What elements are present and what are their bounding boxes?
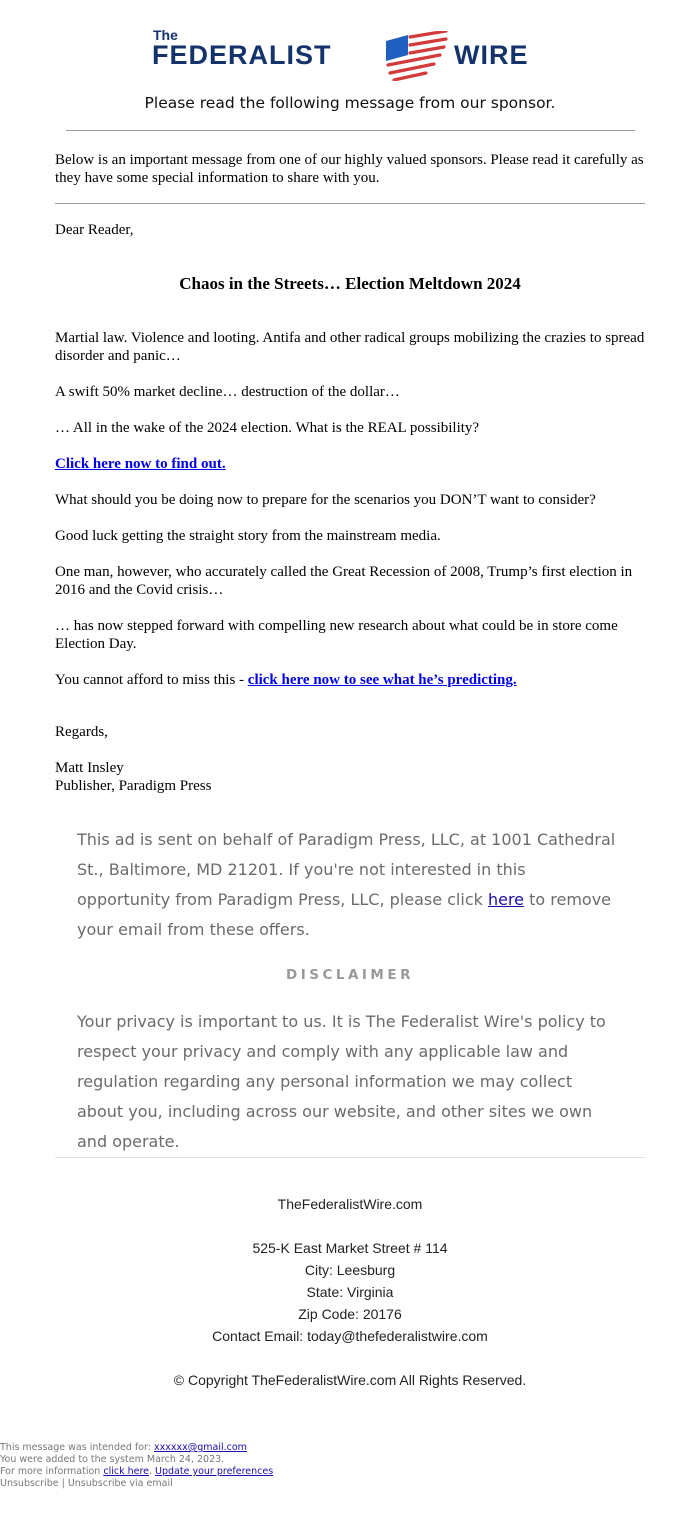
intended-label: This message was intended for: [0, 1442, 154, 1453]
divider [66, 130, 635, 131]
recipient-email-link[interactable]: xxxxxx@gmail.com [154, 1442, 247, 1453]
added-date: You were added to the system March 24, 2023. [0, 1454, 225, 1465]
divider [55, 1157, 645, 1158]
cta-paragraph [55, 671, 645, 689]
footer-address: 525-K East Market Street # 114 [252, 1240, 448, 1256]
signer-name: Matt Insley [55, 760, 124, 776]
logo-federalist: FEDERALIST [152, 40, 332, 70]
disclaimer-text: Your privacy is important to us. It is The Federalist Wire's policy to respect your privacy and comply with any applicable law and regulation regarding any personal information we may collect about you, including across our website, and other sites we own and operate. [77, 1012, 606, 1151]
intended-for [0, 1442, 247, 1454]
cta-prefix: You cannot afford to miss this - [55, 672, 248, 688]
paragraph: Martial law. Violence and looting. Antifa and other radical groups mobilizing the crazies to spread disorder and panic… [55, 330, 645, 364]
cta-paragraph [55, 455, 645, 473]
footer-site: TheFederalistWire.com [277, 1196, 423, 1212]
ad-notice [77, 825, 622, 945]
copyright: © Copyright TheFederalistWire.com All Rights Reserved. [173, 1372, 527, 1388]
separator: | [58, 1478, 68, 1489]
separator: . [149, 1466, 156, 1477]
ad-notice-text: to remove your email from these offers. [77, 890, 612, 939]
headline: Chaos in the Streets… Election Meltdown 2024 [179, 274, 521, 293]
sponsor-heading: Please read the following message from our sponsor. [144, 94, 556, 112]
federalist-wire-logo[interactable] [150, 27, 550, 83]
update-preferences-link[interactable]: Update your preferences [155, 1466, 274, 1477]
paragraph: … has now stepped forward with compelling new research about what could be in store come Election Day. [55, 618, 618, 652]
logo-wire: WIRE [454, 40, 529, 70]
more-info-label: For more information [0, 1466, 104, 1477]
paragraph: One man, however, who accurately called the Great Recession of 2008, Trump’s first election in 2016 and the Covid crisis… [55, 564, 633, 598]
ad-notice-text: This ad is sent on behalf of Paradigm Press, LLC, at 1001 Cathedral St., Baltimore, MD 21201. If you're not interested in this opportunity from Paradigm Press, LLC, please click [77, 830, 616, 909]
remove-email-link[interactable]: here [487, 890, 525, 909]
more-info-link[interactable]: click here [103, 1466, 149, 1477]
paragraph: A swift 50% market decline… destruction of the dollar… [55, 384, 400, 400]
unsubscribe-email-link[interactable]: Unsubscribe via email [67, 1478, 173, 1489]
paragraph: Good luck getting the straight story from the mainstream media. [55, 528, 441, 544]
unsubscribe-link[interactable]: Unsubscribe [0, 1478, 59, 1489]
flag-icon [380, 31, 450, 81]
regards: Regards, [55, 724, 108, 740]
footer-state: State: Virginia [306, 1284, 394, 1300]
signer-title: Publisher, Paradigm Press [55, 778, 212, 794]
logo-the: The [153, 27, 178, 43]
footer-city: City: Leesburg [304, 1262, 396, 1278]
disclaimer-heading: DISCLAIMER [286, 967, 414, 983]
paragraph: … All in the wake of the 2024 election. What is the REAL possibility? [55, 420, 480, 436]
sponsor-intro: Below is an important message from one of our highly valued sponsors. Please read it carefully as they have some special information to share with you. [55, 152, 644, 186]
unsubscribe-row [0, 1478, 173, 1490]
paragraph: What should you be doing now to prepare for the scenarios you DON’T want to consider? [55, 492, 596, 508]
greeting: Dear Reader, [55, 222, 134, 238]
find-out-link[interactable]: Click here now to find out. [55, 456, 226, 472]
more-info [0, 1466, 273, 1478]
footer-zip: Zip Code: 20176 [298, 1306, 402, 1322]
prediction-link[interactable]: click here now to see what he’s predicting. [247, 672, 517, 688]
divider [55, 203, 645, 204]
footer-email: Contact Email: today@thefederalistwire.com [212, 1328, 488, 1344]
